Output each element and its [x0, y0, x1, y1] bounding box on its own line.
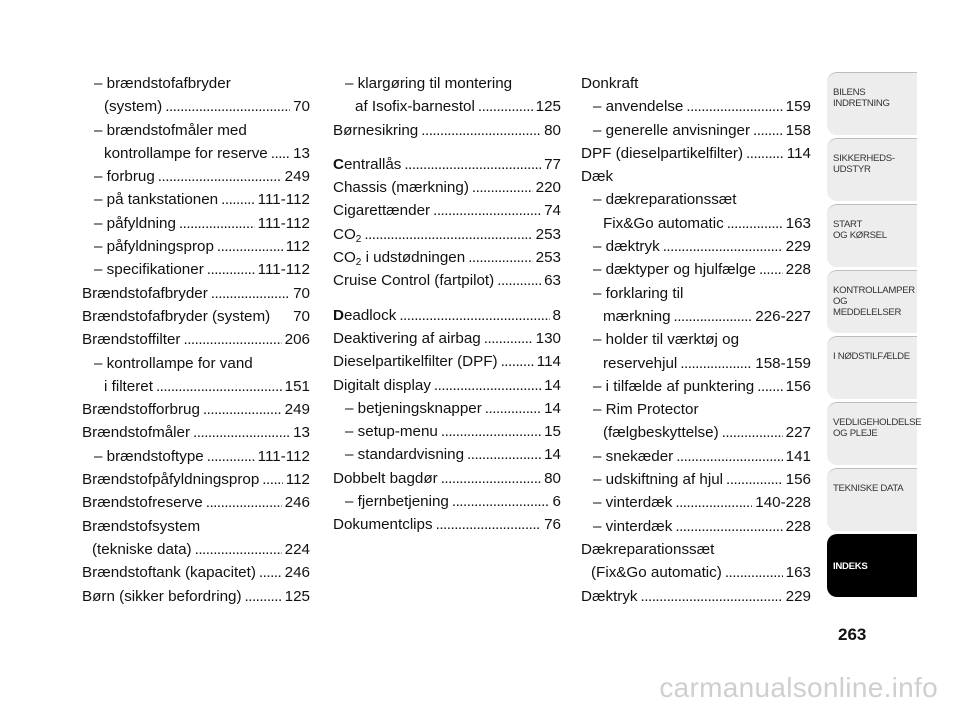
index-subentry — [581, 119, 811, 142]
entry-text: Cigarettænder — [333, 202, 431, 220]
entry-text: – klargøring til montering — [345, 75, 513, 92]
entry-text: – brændstoftype — [94, 447, 204, 465]
page-reference: 6 — [552, 493, 561, 511]
dot-leader — [757, 375, 782, 398]
page-reference: 163 — [785, 214, 811, 232]
page-reference: 229 — [785, 587, 811, 605]
index-entry — [82, 305, 310, 328]
index-subentry — [82, 119, 310, 142]
entry-text: Børnesikring — [333, 121, 419, 139]
index-entry-continuation — [581, 305, 811, 328]
page-reference: 13 — [293, 424, 310, 442]
page-reference: 15 — [544, 423, 561, 441]
entry-text: – dæktryk — [593, 238, 660, 256]
page-reference: 70 — [293, 98, 310, 116]
entry-text: Donkraft — [581, 75, 639, 92]
index-entry — [581, 142, 811, 165]
page-reference: 130 — [535, 329, 561, 347]
dot-leader — [207, 258, 255, 281]
dot-leader — [441, 467, 541, 490]
page-reference: 8 — [552, 306, 561, 324]
dot-leader — [404, 153, 541, 176]
entry-text: – snekæder — [593, 447, 674, 465]
index-subentry — [581, 188, 811, 211]
page-reference: 111-112 — [257, 447, 310, 465]
dot-leader — [156, 375, 282, 398]
dot-leader — [759, 258, 783, 281]
dot-leader — [726, 468, 783, 491]
tab-start-og-kørsel[interactable]: START OG KØRSEL — [827, 204, 917, 267]
entry-text: Brændstofpåfyldningsprop — [82, 471, 260, 489]
index-column-1 — [82, 72, 310, 608]
index-entry — [581, 538, 811, 561]
entry-text: DPF (dieselpartikelfilter) — [581, 144, 744, 162]
index-entry — [333, 223, 561, 246]
page-reference: 140-228 — [755, 494, 811, 512]
page-reference: 249 — [284, 168, 310, 186]
page-reference: 159 — [785, 98, 811, 116]
index-subentry — [581, 95, 811, 118]
page-reference: 246 — [284, 494, 310, 512]
entry-text: – setup-menu — [345, 423, 438, 441]
index-subentry — [82, 188, 310, 211]
dot-leader — [271, 142, 290, 165]
entry-text: – påfyldning — [94, 214, 176, 232]
dot-leader — [674, 305, 753, 328]
index-entry — [82, 398, 310, 421]
page-reference: 249 — [284, 401, 310, 419]
dot-leader — [675, 515, 782, 538]
dot-leader — [441, 420, 541, 443]
entry-text: $CO_2$ — [333, 225, 362, 245]
dot-leader — [472, 176, 533, 199]
page-reference: 253 — [535, 225, 561, 243]
page-reference: 14 — [544, 376, 561, 394]
entry-text: – vinterdæk — [593, 517, 673, 535]
entry-text: – brændstofafbryder — [94, 75, 231, 92]
dot-leader — [663, 235, 783, 258]
tab-indeks[interactable]: INDEKS — [827, 534, 917, 597]
index-subentry — [82, 352, 310, 375]
entry-text: (Fix&Go automatic) — [591, 564, 722, 582]
index-subentry — [82, 165, 310, 188]
dot-leader — [753, 119, 783, 142]
dot-leader — [478, 95, 533, 118]
dot-leader — [165, 95, 290, 118]
entry-text: mærkning — [603, 307, 671, 325]
page-reference: 229 — [785, 238, 811, 256]
page-reference: 74 — [544, 202, 561, 220]
entry-text: $CO_2$ i udstødningen — [333, 249, 466, 269]
index-entry — [82, 421, 310, 444]
page-reference: 114 — [536, 353, 561, 371]
entry-text: af Isofix-barnestol — [355, 98, 475, 116]
entry-text: Brændstofafbryder (system) — [82, 307, 271, 325]
page-reference: 114 — [786, 144, 811, 162]
entry-text: Dokumentclips — [333, 516, 433, 534]
entry-text: Fix&Go automatic — [603, 214, 724, 232]
dot-leader — [183, 328, 281, 351]
index-subentry — [581, 515, 811, 538]
entry-text: (fælgbeskyttelse) — [603, 424, 719, 442]
page-reference: 224 — [284, 540, 310, 558]
entry-text: Digitalt display — [333, 376, 431, 394]
entry-text: – dækreparationssæt — [593, 191, 737, 209]
page-reference: 227 — [785, 424, 811, 442]
page-reference: 156 — [785, 471, 811, 489]
page-reference: 14 — [544, 399, 561, 417]
entry-text: Deaktivering af airbag — [333, 329, 481, 347]
index-subentry — [581, 468, 811, 491]
entry-text: – påfyldningsprop — [94, 238, 214, 256]
page-reference: 156 — [785, 377, 811, 395]
index-entry — [581, 165, 811, 188]
entry-text: Brændstofsystem — [82, 517, 201, 535]
page-reference: 206 — [284, 331, 310, 349]
index-entry — [82, 585, 310, 608]
page-reference: 220 — [535, 179, 561, 197]
dot-leader — [746, 142, 784, 165]
dot-leader — [206, 491, 282, 514]
entry-text: – anvendelse — [593, 98, 684, 116]
index-entry — [333, 374, 561, 397]
entry-text: – fjernbetjening — [345, 493, 449, 511]
page-reference: 228 — [785, 517, 811, 535]
entry-text: – brændstofmåler med — [94, 121, 247, 139]
index-entry-continuation — [581, 352, 811, 375]
entry-text: Dæktryk — [581, 587, 638, 605]
index-entry — [82, 515, 310, 538]
entry-text: Cruise Control (fartpilot) — [333, 272, 495, 290]
dot-leader — [217, 235, 283, 258]
page-reference: 80 — [544, 121, 561, 139]
page-reference: 77 — [544, 155, 561, 173]
index-entry — [82, 561, 310, 584]
tab-vedligeholdelse-og-pleje[interactable]: VEDLIGEHOLDELSE OG PLEJE — [827, 402, 917, 465]
page-reference: 112 — [285, 238, 310, 256]
index-entry — [581, 72, 811, 95]
index-entry-continuation — [581, 561, 811, 584]
index-subentry — [333, 420, 561, 443]
page-reference: 125 — [535, 98, 561, 116]
entry-text: Chassis (mærkning) — [333, 179, 469, 197]
dot-leader — [195, 538, 282, 561]
page-reference: 14 — [544, 446, 561, 464]
entry-text: – holder til værktøj og — [593, 331, 740, 349]
dot-leader — [641, 585, 783, 608]
index-entry — [581, 585, 811, 608]
index-subentry — [82, 258, 310, 281]
index-subentry — [581, 282, 811, 305]
dot-leader — [193, 421, 290, 444]
entry-text: – dæktyper og hjulfælge — [593, 261, 756, 279]
index-entry — [82, 282, 310, 305]
index-subentry — [333, 443, 561, 466]
index-subentry — [581, 445, 811, 468]
index-entry-continuation — [82, 375, 310, 398]
index-entry-continuation — [82, 142, 310, 165]
entry-text: Brændstofreserve — [82, 494, 203, 512]
index-subentry — [581, 491, 811, 514]
index-entry — [333, 350, 561, 373]
entry-text: Brændstoftank (kapacitet) — [82, 564, 256, 582]
page-reference: 141 — [785, 447, 811, 465]
tab-i-nødstilfælde[interactable]: I NØDSTILFÆLDE — [827, 336, 917, 399]
entry-text: – betjeningsknapper — [345, 399, 482, 417]
entry-text: Dieselpartikelfilter (DPF) — [333, 353, 498, 371]
entry-text: Brændstoffilter — [82, 331, 181, 349]
dot-leader — [421, 119, 541, 142]
index-subentry — [333, 490, 561, 513]
dot-leader — [207, 445, 255, 468]
entry-text: – generelle anvisninger — [593, 121, 751, 139]
index-entry — [333, 176, 561, 199]
entry-text: Dækreparationssæt — [581, 540, 715, 558]
page-reference: 111-112 — [257, 261, 310, 279]
entry-text: Brændstofafbryder — [82, 284, 208, 302]
entry-text: Centrallås — [333, 155, 402, 173]
dot-leader — [262, 468, 282, 491]
index-subentry — [581, 375, 811, 398]
entry-text: – Rim Protector — [593, 401, 699, 419]
tab-tekniske-data[interactable]: TEKNISKE DATA — [827, 468, 917, 531]
dot-leader — [722, 421, 783, 444]
index-entry — [333, 119, 561, 142]
dot-leader — [364, 223, 532, 246]
index-column-3 — [581, 72, 811, 608]
entry-text: – vinterdæk — [593, 494, 673, 512]
page-reference: 80 — [544, 469, 561, 487]
page-reference: 151 — [284, 377, 310, 395]
page-reference: 13 — [293, 144, 310, 162]
entry-text: – standardvisning — [345, 446, 465, 464]
index-entry — [82, 468, 310, 491]
section-initial: C — [333, 155, 344, 173]
dot-leader — [433, 199, 541, 222]
dot-leader — [452, 490, 550, 513]
index-entry — [82, 328, 310, 351]
dot-leader — [484, 327, 533, 350]
dot-leader — [434, 374, 541, 397]
watermark: carmanualsonline.info — [659, 672, 938, 703]
index-subentry — [82, 72, 310, 95]
dot-leader — [245, 585, 282, 608]
entry-text: – på tankstationen — [94, 191, 219, 209]
dot-leader — [485, 397, 541, 420]
dot-leader — [680, 352, 752, 375]
dot-leader — [203, 398, 282, 421]
index-entry — [333, 246, 561, 269]
index-subentry — [82, 212, 310, 235]
index-entry — [333, 269, 561, 292]
dot-leader — [467, 443, 541, 466]
index-entry-continuation — [581, 212, 811, 235]
index-entry — [82, 491, 310, 514]
dot-leader — [259, 561, 282, 584]
page-reference: 76 — [544, 516, 561, 534]
entry-text: – i tilfælde af punktering — [593, 377, 755, 395]
dot-leader — [158, 165, 282, 188]
index-entry-continuation — [82, 95, 310, 118]
dot-leader — [436, 513, 541, 536]
entry-text: Børn (sikker befordring) — [82, 587, 242, 605]
page-reference: 63 — [544, 272, 561, 290]
index-subentry — [82, 235, 310, 258]
page-reference: 226-227 — [755, 307, 811, 325]
page-reference: 228 — [785, 261, 811, 279]
index-subentry — [333, 72, 561, 95]
page-reference: 158 — [785, 121, 811, 139]
dot-leader — [727, 212, 783, 235]
entry-text: Dæk — [581, 168, 614, 186]
entry-text: Deadlock — [333, 306, 397, 324]
index-subentry — [82, 445, 310, 468]
dot-leader — [179, 212, 255, 235]
index-entry-continuation — [581, 421, 811, 444]
index-subentry — [581, 328, 811, 351]
index-subentry — [581, 258, 811, 281]
index-entry — [333, 153, 561, 176]
entry-text: (system) — [104, 98, 163, 116]
page-reference: 163 — [785, 564, 811, 582]
index-entry — [333, 467, 561, 490]
dot-leader — [468, 246, 532, 269]
entry-text: – udskiftning af hjul — [593, 471, 724, 489]
entry-text: – specifikationer — [94, 261, 204, 279]
page-reference: 246 — [284, 564, 310, 582]
entry-text: kontrollampe for reserve — [104, 144, 268, 162]
entry-text: reservehjul — [603, 354, 678, 372]
tab-kontrollamper-og-meddelelser[interactable]: KONTROLLAMPER OG MEDDELELSER — [827, 270, 917, 333]
index-subentry — [333, 397, 561, 420]
entry-text: Dobbelt bagdør — [333, 469, 438, 487]
section-tabs — [827, 72, 922, 600]
entry-text: – kontrollampe for vand — [94, 354, 253, 372]
index-entry — [333, 327, 561, 350]
dot-leader — [221, 188, 255, 211]
index-column-2 — [333, 72, 561, 537]
page-reference: 158-159 — [755, 354, 811, 372]
page-number: 263 — [838, 625, 867, 644]
dot-leader — [497, 269, 541, 292]
page-reference: 112 — [285, 471, 310, 489]
page-reference: 125 — [284, 587, 310, 605]
tab-bilens-indretning[interactable]: BILENS INDRETNING — [827, 72, 917, 135]
page-reference: 111-112 — [257, 191, 310, 209]
index-entry-continuation — [333, 95, 561, 118]
dot-leader — [211, 282, 290, 305]
index-entry — [333, 513, 561, 536]
index-entry-continuation — [82, 538, 310, 561]
entry-text: i filteret — [104, 377, 153, 395]
dot-leader — [399, 304, 549, 327]
index-subentry — [581, 235, 811, 258]
entry-text: Brændstofmåler — [82, 424, 191, 442]
tab-sikkerheds-udstyr[interactable]: SIKKERHEDS- UDSTYR — [827, 138, 917, 201]
dot-leader — [725, 561, 783, 584]
entry-text: – forbrug — [94, 168, 155, 186]
page-reference: 70 — [293, 307, 310, 325]
page-reference: 253 — [535, 249, 561, 267]
section-initial: D — [333, 306, 344, 324]
entry-text: Brændstofforbrug — [82, 401, 200, 419]
entry-text: (tekniske data) — [92, 540, 192, 558]
index-entry — [333, 199, 561, 222]
entry-text: – forklaring til — [593, 284, 684, 302]
dot-leader — [675, 491, 752, 514]
page-reference: 70 — [293, 284, 310, 302]
page-reference: 111-112 — [257, 214, 310, 232]
index-entry — [333, 304, 561, 327]
dot-leader — [676, 445, 782, 468]
index-subentry — [581, 398, 811, 421]
dot-leader — [686, 95, 782, 118]
dot-leader — [501, 350, 534, 373]
